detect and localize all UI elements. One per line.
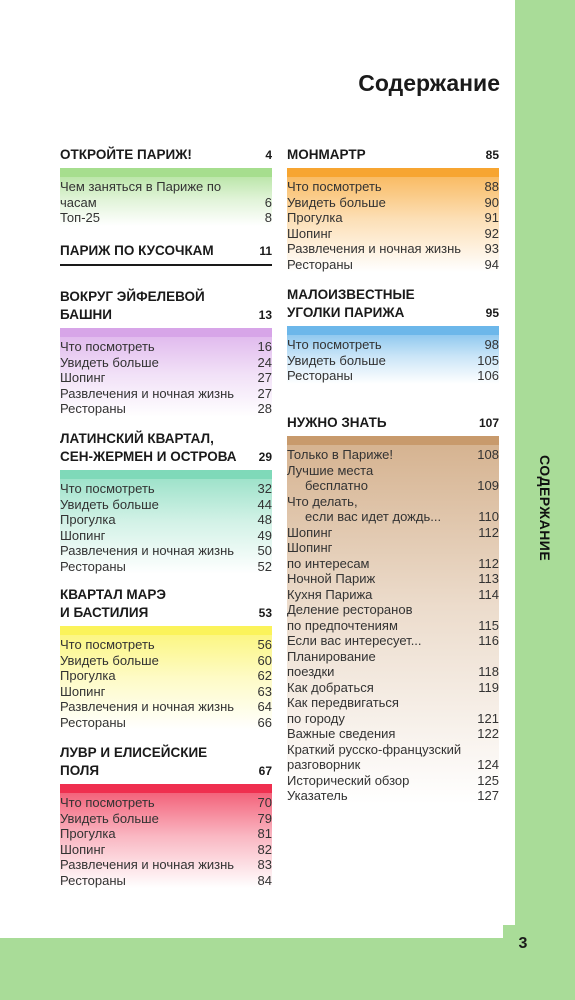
entry-page-number: 118	[478, 664, 499, 679]
entry-label: Указатель	[287, 788, 348, 803]
entry-label: Что посмотреть	[287, 337, 382, 352]
entry-label: Только в Париже!	[287, 447, 394, 462]
section-entries	[287, 445, 499, 804]
entry-label: Что делать,	[287, 493, 358, 509]
section-page-number: 107	[478, 416, 499, 430]
entry-page-number: 56	[257, 637, 272, 652]
entry-page-number: 106	[477, 368, 499, 383]
entry-page-number: 91	[484, 210, 499, 225]
section-title: КВАРТАЛ МАРЭ И БАСТИЛИЯ	[60, 587, 167, 620]
entry-label: Увидеть больше	[287, 194, 386, 210]
toc-section	[60, 242, 272, 266]
side-section-label: СОДЕРЖАНИЕ	[537, 455, 553, 562]
toc-entry[interactable]	[60, 699, 272, 715]
toc-entry[interactable]	[287, 463, 499, 479]
entry-label: по городу	[287, 710, 345, 726]
entry-page-number: 32	[257, 481, 272, 496]
entry-page-number: 48	[257, 512, 272, 527]
toc-entry[interactable]	[60, 811, 272, 827]
entry-label: Лучшие места	[287, 462, 374, 478]
section-entries	[287, 177, 499, 272]
toc-entry[interactable]	[287, 633, 499, 649]
entry-label: Прогулка	[287, 210, 343, 225]
entry-page-number: 83	[257, 857, 272, 872]
section-entries	[60, 177, 272, 226]
toc-section	[60, 146, 272, 226]
section-page-number: 13	[258, 308, 272, 322]
toc-section	[287, 146, 499, 272]
entry-label: Рестораны	[60, 558, 126, 574]
toc-entry[interactable]	[287, 241, 499, 257]
entry-label: поездки	[287, 664, 335, 679]
page-number: 3	[518, 935, 528, 952]
section-heading[interactable]	[287, 286, 499, 322]
entry-page-number: 112	[478, 555, 499, 571]
entry-label: Рестораны	[287, 256, 353, 272]
toc-entry[interactable]	[60, 857, 272, 873]
toc-entry[interactable]	[287, 337, 499, 353]
section-color-bar	[287, 436, 499, 445]
toc-entry[interactable]	[287, 478, 499, 494]
entry-page-number: 93	[484, 241, 499, 256]
entry-page-number: 8	[264, 210, 272, 225]
entry-page-number: 81	[257, 826, 272, 841]
entry-page-number: 49	[257, 527, 272, 543]
entry-label: если вас идет дождь...	[305, 509, 442, 524]
section-entries	[287, 335, 499, 384]
entry-page-number: 90	[484, 194, 499, 210]
entry-page-number: 60	[257, 652, 272, 668]
toc-entry[interactable]	[60, 684, 272, 700]
toc-entry[interactable]	[60, 210, 272, 226]
section-color-bar	[60, 626, 272, 635]
entry-page-number: 110	[478, 509, 499, 524]
entry-label: Увидеть больше	[60, 652, 159, 668]
toc-entry[interactable]	[60, 386, 272, 402]
entry-label: Шопинг	[60, 683, 106, 699]
entry-label: Увидеть больше	[60, 810, 159, 826]
entry-label: Увидеть больше	[287, 352, 386, 368]
section-heading[interactable]	[60, 288, 272, 324]
section-heading[interactable]	[60, 146, 272, 164]
page-title: Содержание	[358, 70, 500, 96]
toc-section	[60, 586, 272, 730]
section-title: ПАРИЖ ПО КУСОЧКАМ	[60, 243, 214, 258]
section-title: НУЖНО ЗНАТЬ	[287, 415, 387, 430]
toc-entry[interactable]	[287, 556, 499, 572]
entry-page-number: 70	[257, 795, 272, 810]
entry-label: Рестораны	[60, 714, 126, 730]
entry-label: Деление ресторанов	[287, 602, 413, 617]
entry-page-number: 105	[477, 352, 499, 368]
toc-entry[interactable]	[60, 637, 272, 653]
section-color-bar	[287, 168, 499, 177]
entry-label: Развлечения и ночная жизнь	[60, 385, 235, 401]
entry-label: Развлечения и ночная жизнь	[287, 241, 462, 256]
entry-page-number: 108	[477, 447, 499, 462]
entry-label: Что посмотреть	[287, 179, 382, 194]
entry-page-number: 66	[257, 714, 272, 730]
toc-entry[interactable]	[60, 481, 272, 497]
toc-entry[interactable]	[60, 528, 272, 544]
section-page-number: 67	[258, 764, 272, 778]
entry-page-number: 27	[257, 370, 272, 385]
entry-page-number: 109	[477, 478, 499, 493]
section-color-bar	[287, 326, 499, 335]
entry-label: Краткий русско-французский	[287, 741, 462, 757]
toc-entry[interactable]	[287, 195, 499, 211]
entry-page-number: 16	[257, 339, 272, 354]
toc-entry[interactable]	[287, 664, 499, 680]
toc-entry[interactable]	[287, 680, 499, 696]
toc-section	[287, 286, 499, 384]
entry-page-number: 121	[477, 710, 499, 726]
section-heading[interactable]	[287, 414, 499, 432]
toc-entry[interactable]	[287, 494, 499, 510]
entry-label: Что посмотреть	[60, 339, 155, 354]
toc-entry[interactable]	[287, 773, 499, 789]
entry-page-number: 6	[264, 194, 272, 210]
section-page-number: 11	[259, 244, 272, 258]
entry-page-number: 119	[478, 679, 499, 695]
toc-entry[interactable]	[287, 210, 499, 226]
section-heading[interactable]	[287, 146, 499, 164]
toc-entry[interactable]	[287, 757, 499, 773]
section-page-number: 85	[485, 148, 499, 162]
toc-entry[interactable]	[60, 668, 272, 684]
entry-label: Развлечения и ночная жизнь	[60, 699, 235, 714]
entry-label: по предпочтениям	[287, 617, 398, 633]
entry-page-number: 84	[257, 872, 272, 888]
entry-page-number: 92	[484, 225, 499, 241]
toc-entry[interactable]	[287, 179, 499, 195]
toc-entry[interactable]	[60, 179, 272, 210]
entry-page-number: 24	[257, 354, 272, 370]
entry-page-number: 98	[484, 337, 499, 352]
section-page-number: 95	[485, 306, 499, 320]
entry-label: Прогулка	[60, 668, 116, 683]
entry-label: Увидеть больше	[60, 354, 159, 370]
toc-entry[interactable]	[287, 571, 499, 587]
entry-label: Прогулка	[60, 512, 116, 527]
section-color-bar	[60, 470, 272, 479]
section-title: ЛАТИНСКИЙ КВАРТАЛ, СЕН-ЖЕРМЕН И ОСТРОВА	[60, 431, 237, 464]
entry-label: Развлечения и ночная жизнь	[60, 857, 235, 872]
entry-label: Развлечения и ночная жизнь	[60, 543, 235, 558]
entry-label: Шопинг	[60, 370, 106, 385]
section-entries	[60, 793, 272, 888]
toc-entry[interactable]	[287, 587, 499, 603]
toc-section	[60, 430, 272, 574]
toc-entry[interactable]	[287, 695, 499, 711]
toc-entry[interactable]	[287, 226, 499, 242]
entry-label: Что посмотреть	[60, 481, 155, 496]
entry-page-number: 88	[484, 179, 499, 194]
toc-entry[interactable]	[60, 559, 272, 575]
entry-label: по интересам	[287, 555, 370, 571]
entry-page-number: 44	[257, 496, 272, 512]
toc-entry[interactable]	[60, 401, 272, 417]
toc-entry[interactable]	[287, 509, 499, 525]
toc-entry[interactable]	[287, 602, 499, 618]
section-color-bar	[60, 784, 272, 793]
entry-label: Прогулка	[60, 826, 116, 841]
section-entries	[60, 479, 272, 574]
section-heading[interactable]	[60, 744, 272, 780]
section-heading[interactable]	[60, 586, 272, 622]
toc-entry[interactable]	[287, 257, 499, 273]
toc-entry[interactable]	[60, 826, 272, 842]
section-title: ОТКРОЙТЕ ПАРИЖ!	[60, 147, 192, 162]
section-page-number: 4	[265, 148, 272, 162]
section-title: МАЛОИЗВЕСТНЫЕ УГОЛКИ ПАРИЖА	[287, 287, 415, 320]
section-heading[interactable]	[60, 430, 272, 466]
entry-page-number: 82	[257, 841, 272, 857]
entry-label: Как передвигаться	[287, 695, 399, 710]
toc-entry[interactable]	[287, 525, 499, 541]
toc-entry[interactable]	[287, 540, 499, 556]
toc-entry[interactable]	[287, 618, 499, 634]
toc-entry[interactable]	[60, 873, 272, 889]
section-entries	[60, 337, 272, 417]
section-color-bar	[60, 168, 272, 177]
section-page-number: 29	[258, 450, 272, 464]
entry-page-number: 127	[477, 788, 499, 803]
section-color-bar	[60, 328, 272, 337]
toc-entry[interactable]	[60, 355, 272, 371]
entry-page-number: 63	[257, 683, 272, 699]
entry-label: Если вас интересует...	[287, 633, 422, 648]
entry-page-number: 94	[484, 256, 499, 272]
entry-label: Что посмотреть	[60, 637, 155, 652]
toc-entry[interactable]	[60, 653, 272, 669]
toc-entry[interactable]	[60, 543, 272, 559]
toc-entry[interactable]	[60, 795, 272, 811]
entry-page-number: 113	[478, 571, 499, 586]
entry-label: Кухня Парижа	[287, 586, 373, 602]
entry-label: Шопинг	[287, 540, 333, 555]
entry-page-number: 64	[257, 699, 272, 714]
entry-page-number: 114	[478, 586, 499, 602]
toc-entry[interactable]	[287, 649, 499, 665]
toc-entry[interactable]	[287, 447, 499, 463]
entry-page-number: 50	[257, 543, 272, 558]
toc-entry[interactable]	[60, 715, 272, 731]
toc-entry[interactable]	[287, 711, 499, 727]
entry-label: Как добраться	[287, 679, 374, 695]
entry-page-number: 28	[257, 401, 272, 416]
toc-entry[interactable]	[60, 842, 272, 858]
entry-label: разговорник	[287, 757, 361, 772]
toc-entry[interactable]	[287, 368, 499, 384]
bottom-color-band	[0, 938, 575, 1000]
section-divider	[60, 264, 272, 266]
entry-label: Увидеть больше	[60, 496, 159, 512]
entry-label: Шопинг	[60, 841, 106, 857]
toc-section	[60, 288, 272, 417]
section-title: ВОКРУГ ЭЙФЕЛЕВОЙ БАШНИ	[60, 289, 205, 322]
entry-page-number: 79	[257, 810, 272, 826]
entry-label: Топ-25	[60, 210, 100, 225]
section-heading[interactable]	[60, 242, 272, 260]
entry-label: Чем заняться в Париже по часам	[60, 179, 222, 210]
section-page-number: 53	[258, 606, 272, 620]
entry-label: Рестораны	[287, 368, 353, 383]
toc-entry[interactable]	[287, 742, 499, 758]
entry-page-number: 124	[477, 757, 499, 772]
toc-section	[60, 744, 272, 888]
entry-page-number: 116	[478, 633, 499, 648]
entry-label: Рестораны	[60, 401, 126, 416]
section-entries	[60, 635, 272, 730]
entry-label: Шопинг	[287, 225, 333, 241]
entry-page-number: 27	[257, 385, 272, 401]
toc-section	[287, 414, 499, 804]
toc-entry[interactable]	[60, 339, 272, 355]
entry-page-number: 112	[478, 524, 499, 540]
toc-entry[interactable]	[287, 788, 499, 804]
entry-label: Что посмотреть	[60, 795, 155, 810]
entry-label: Планирование	[287, 648, 376, 664]
entry-label: Исторический обзор	[287, 772, 410, 788]
toc-entry[interactable]	[287, 726, 499, 742]
entry-label: Шопинг	[287, 524, 333, 540]
toc-entry[interactable]	[60, 512, 272, 528]
toc-entry[interactable]	[60, 370, 272, 386]
entry-page-number: 122	[477, 726, 499, 741]
entry-label: Рестораны	[60, 872, 126, 888]
section-title: МОНМАРТР	[287, 147, 366, 162]
entry-page-number: 115	[478, 617, 499, 633]
entry-page-number: 52	[257, 558, 272, 574]
toc-entry[interactable]	[287, 353, 499, 369]
entry-page-number: 125	[477, 772, 499, 788]
entry-label: Ночной Париж	[287, 571, 376, 586]
entry-label: Важные сведения	[287, 726, 396, 741]
entry-page-number: 62	[257, 668, 272, 683]
entry-label: бесплатно	[305, 478, 368, 493]
entry-label: Шопинг	[60, 527, 106, 543]
toc-entry[interactable]	[60, 497, 272, 513]
section-title: ЛУВР И ЕЛИСЕЙСКИЕ ПОЛЯ	[60, 745, 208, 778]
